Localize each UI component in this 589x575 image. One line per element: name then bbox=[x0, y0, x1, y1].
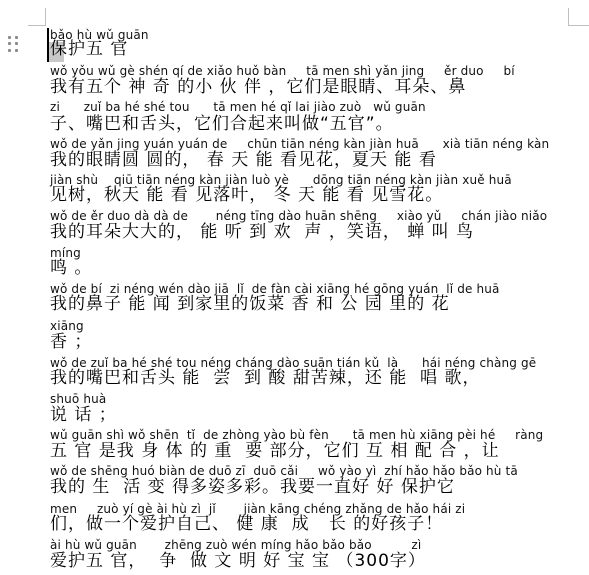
drag-handle-icon[interactable] bbox=[8, 36, 20, 52]
crop-mark-top-left-vertical bbox=[45, 8, 46, 26]
hanzi-line: 五 官 是我 身 体 的 重 要 部分，它们 互 相 配 合 ，让 bbox=[50, 441, 500, 461]
hanzi-line: 香 ； bbox=[50, 332, 93, 352]
hanzi-line: 见树，秋天 能 看 见落叶， 冬 天 能 看 见雪花。 bbox=[50, 185, 444, 205]
pinyin-line: men zuò yí gè ài hù zì jǐ jiàn kāng chéng zhǎng de hǎo hái zi bbox=[50, 502, 466, 516]
hanzi-line: 我的嘴巴和舌头 能 尝 到 酸 甜苦辣，还 能 唱 歌， bbox=[50, 368, 481, 388]
hanzi-line: 们，做一个爱护自己、 健 康 成 长 的好孩子！ bbox=[50, 514, 444, 534]
hanzi-line: 保护五 官 bbox=[50, 39, 129, 59]
hanzi-line: 我的鼻子 能 闻 到家里的饭菜 香 和 公 园 里的 花 bbox=[50, 294, 450, 314]
pinyin-line: shuō huà bbox=[50, 392, 107, 406]
hanzi-line: 我有五个 神 奇 的小 伙 伴 ，它们是眼睛、耳朵、鼻 bbox=[50, 77, 467, 97]
hanzi-line: 鸣 。 bbox=[50, 258, 93, 278]
hanzi-line: 我的眼睛圆 圆的， 春 天 能 看见花，夏天 能 看 bbox=[50, 150, 437, 170]
pinyin-line: míng bbox=[50, 246, 81, 260]
hanzi-line: 爱护五 官， 争 做 文 明 好 宝 宝 （300字） bbox=[50, 551, 426, 571]
pinyin-line: wǒ de bí zi néng wén dào jiā lǐ de fàn cài xiāng hé gōng yuán lǐ de huā bbox=[50, 282, 500, 296]
pinyin-line: ài hù wǔ guān zhēng zuò wén míng hǎo bǎo bǎo zì bbox=[50, 538, 422, 552]
pinyin-line: jiàn shù qiū tiān néng kàn jiàn luò yè dōng tiān néng kàn jiàn xuě huā bbox=[50, 173, 512, 187]
pinyin-line: wǒ yǒu wǔ gè shén qí de xiǎo huǒ bàn tā men shì yǎn jing ěr duo bí bbox=[50, 64, 515, 78]
hanzi-line: 说 话 ； bbox=[50, 405, 117, 425]
crop-mark-top-right-vertical bbox=[568, 8, 569, 26]
pinyin-line: wǔ guān shì wǒ shēn tǐ de zhòng yào bù fèn tā men hù xiāng pèi hé ràng bbox=[50, 428, 544, 442]
pinyin-line: wǒ de yǎn jing yuán yuán de chūn tiān néng kàn jiàn huā xià tiān néng kàn bbox=[50, 137, 550, 151]
pinyin-line: xiāng bbox=[50, 319, 84, 333]
pinyin-line: wǒ de ěr duo dà dà de néng tīng dào huān shēng xiào yǔ chán jiào niǎo bbox=[50, 209, 548, 223]
pinyin-line: wǒ de shēng huó biàn de duō zī duō cǎi wǒ yào yì zhí hǎo hǎo bǎo hù tā bbox=[50, 464, 518, 478]
text-cursor bbox=[47, 28, 49, 62]
pinyin-line: bǎo hù wǔ guān bbox=[50, 28, 149, 42]
pinyin-line: wǒ de zuǐ ba hé shé tou néng cháng dào suān tián kǔ là hái néng chàng gē bbox=[50, 356, 537, 370]
hanzi-line: 子、嘴巴和舌头，它们合起来叫做“五官”。 bbox=[50, 114, 394, 134]
crop-mark-top-left-horizontal bbox=[28, 25, 46, 26]
pinyin-line: zi zuǐ ba hé shé tou tā men hé qǐ lai jiào zuò wǔ guān bbox=[50, 100, 426, 114]
crop-mark-top-right-horizontal bbox=[568, 25, 589, 26]
hanzi-line: 我的 生 活 变 得多姿多彩。我要一直好 好 保护它 bbox=[50, 477, 455, 497]
hanzi-line: 我的耳朵大大的， 能 听 到 欢 声 ，笑语， 蝉 叫 鸟 bbox=[50, 222, 475, 242]
